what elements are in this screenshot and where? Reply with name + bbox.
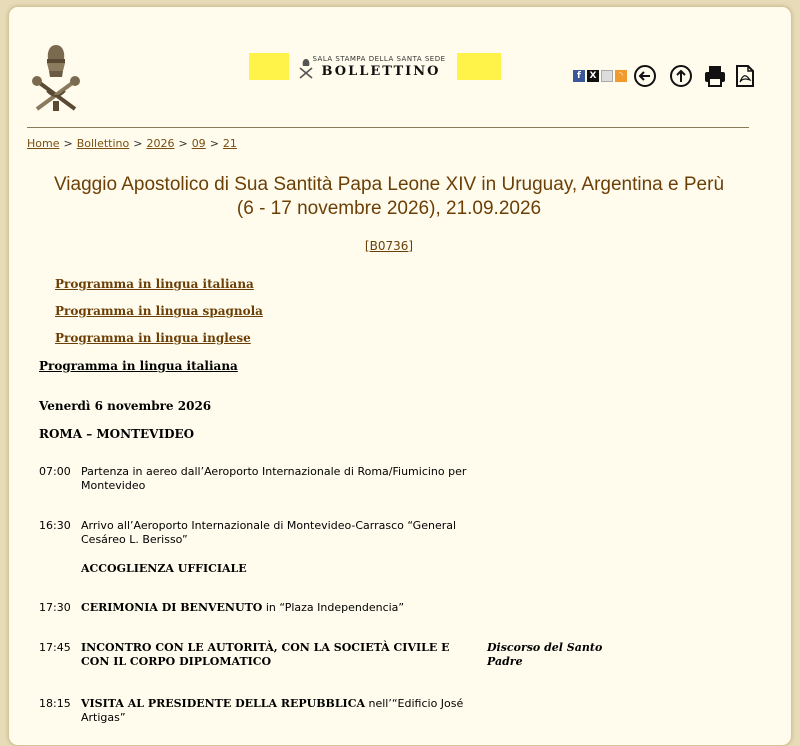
breadcrumb-bollettino[interactable]: Bollettino — [76, 137, 130, 150]
section-title: Programma in lingua italiana — [39, 359, 238, 373]
masthead-subtitle: SALA STAMPA DELLA SANTA SEDE — [312, 55, 446, 63]
event-time: 07:00 — [39, 465, 71, 478]
bollettino-masthead[interactable] — [249, 53, 501, 81]
event-desc: Arrivo all’Aeroporto Internazionale di Montevideo-Carrasco “General Cesáreo L. Berisso” — [81, 519, 457, 546]
event-location: nell’“Edificio José Artigas” — [81, 697, 464, 724]
x-icon[interactable]: X — [587, 70, 599, 82]
masthead-right-block — [457, 53, 501, 80]
facebook-icon[interactable]: f — [573, 70, 585, 82]
bulletin-code-link[interactable]: [B0736] — [364, 239, 414, 253]
event-title: INCONTRO CON LE AUTORITÀ, CON LA SOCIETÀ CIVILE E CON IL CORPO DIPLOMATICO — [81, 641, 450, 668]
breadcrumb-home[interactable]: Home — [27, 137, 60, 150]
event-time: 18:15 — [39, 697, 71, 710]
back-icon[interactable] — [633, 64, 657, 88]
day-heading: Venerdì 6 novembre 2026 — [39, 399, 212, 413]
breadcrumb-month[interactable]: 09 — [191, 137, 206, 150]
page-title — [29, 173, 749, 221]
event-desc: Partenza in aereo dall’Aeroporto Internazionale di Roma/Fiumicino per Montevideo — [81, 465, 467, 492]
breadcrumb-year[interactable]: 2026 — [146, 137, 175, 150]
event-title: CERIMONIA DI BENVENUTO — [81, 601, 263, 614]
share-toolbar — [573, 61, 757, 91]
breadcrumb-day[interactable]: 21 — [222, 137, 237, 150]
route-heading: ROMA – MONTEVIDEO — [39, 427, 195, 441]
title-line-1: Viaggio Apostolico di Sua Santità Papa Leone XIV in Uruguay, Argentina e Perù — [53, 174, 725, 195]
masthead-title: BOLLETTINO — [321, 64, 441, 79]
event-note: Discorso del Santo Padre — [487, 641, 603, 668]
masthead-left-block — [249, 53, 289, 80]
email-icon[interactable] — [601, 70, 613, 82]
rss-icon[interactable]: ◝ — [615, 70, 627, 82]
bulletin-code — [29, 239, 749, 253]
event-label: ACCOGLIENZA UFFICIALE — [81, 562, 247, 575]
event-time: 17:45 — [39, 641, 71, 654]
masthead-text — [297, 55, 447, 79]
title-line-2: (6 - 17 novembre 2026), 21.09.2026 — [236, 198, 542, 219]
top-icon[interactable] — [669, 64, 693, 88]
program-link-italian[interactable]: Programma in lingua italiana — [55, 277, 254, 291]
papal-coat-of-arms-logo — [27, 41, 85, 115]
program-link-english[interactable]: Programma in lingua inglese — [55, 331, 251, 345]
event-location: in “Plaza Independencia” — [262, 601, 405, 614]
pdf-icon[interactable] — [733, 64, 757, 88]
page-container — [8, 6, 792, 746]
program-link-spanish[interactable]: Programma in lingua spagnola — [55, 304, 263, 318]
event-time: 16:30 — [39, 519, 71, 532]
event-title: VISITA AL PRESIDENTE DELLA REPUBBLICA — [81, 697, 365, 710]
header-divider — [27, 127, 749, 128]
event-time: 17:30 — [39, 601, 71, 614]
keys-emblem-icon — [297, 58, 315, 80]
breadcrumb: Home > Bollettino > 2026 > 09 > 21 — [27, 137, 237, 150]
print-icon[interactable] — [703, 64, 727, 88]
